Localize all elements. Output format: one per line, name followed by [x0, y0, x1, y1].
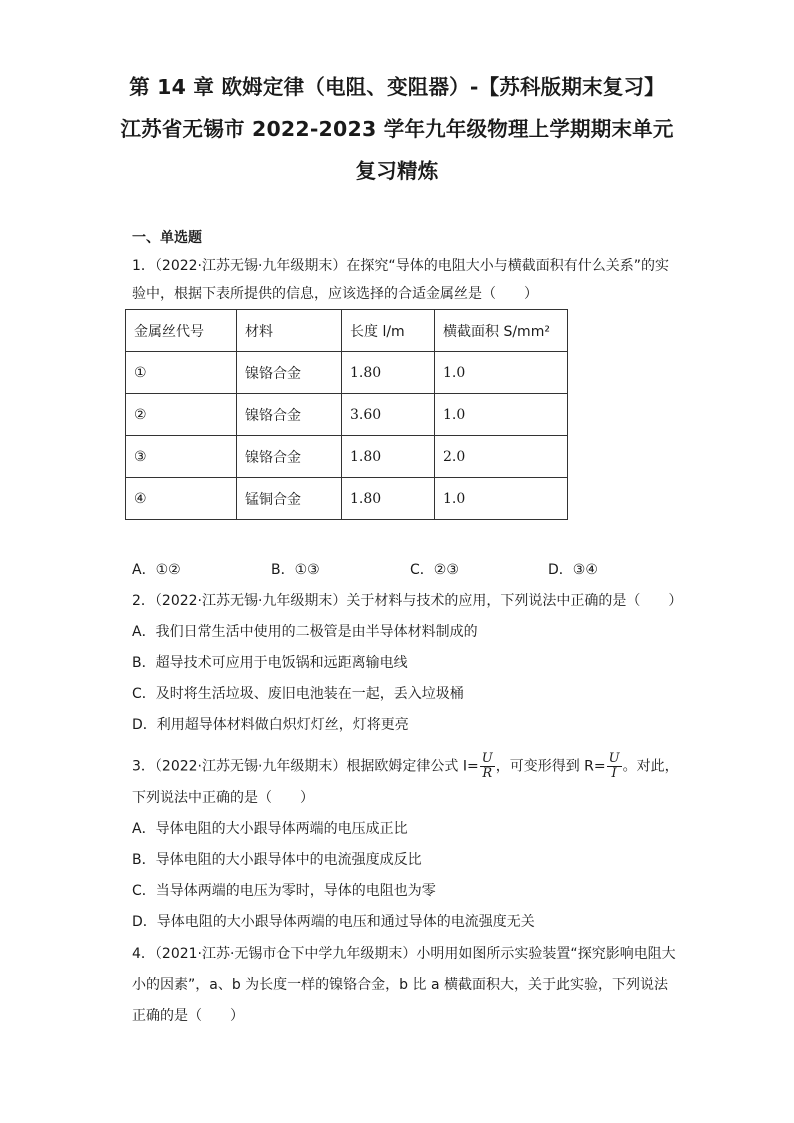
table-cell: 1.0	[435, 352, 568, 394]
q3-stem-line1	[132, 752, 679, 781]
table-cell: 1.0	[435, 394, 568, 436]
q2-option-b: B．超导技术可应用于电饭锅和远距离输电线	[132, 655, 408, 671]
resistance-fraction	[607, 752, 622, 781]
q3-option-c: C．当导体两端的电压为零时，导体的电阻也为零	[132, 883, 436, 899]
table-cell: 镍铬合金	[237, 352, 342, 394]
q2-option-a: A．我们日常生活中使用的二极管是由半导体材料制成的	[132, 624, 478, 640]
table-cell: 1.80	[342, 436, 435, 478]
q3-stem-text: 。对此，	[622, 758, 679, 775]
q3-stem-text: 3．（2022·江苏无锡·九年级期末）根据欧姆定律公式 I=	[132, 758, 479, 775]
q4-stem-line1: 4．（2021·江苏·无锡市仓下中学九年级期末）小明用如图所示实验装置“探究影响电阻大	[132, 946, 676, 962]
q4-stem-line2: 小的因素”，a、b 为长度一样的镍铬合金，b 比 a 横截面积大，关于此实验，下列说法	[132, 977, 668, 993]
table-row	[126, 352, 568, 394]
table-cell: 3.60	[342, 394, 435, 436]
q3-stem-text: ，可变形得到 R=	[495, 758, 606, 775]
q3-option-b: B．导体电阻的大小跟导体中的电流强度成反比	[132, 852, 422, 868]
q2-option-c: C．及时将生活垃圾、废旧电池装在一起，丢入垃圾桶	[132, 686, 464, 702]
fraction-denominator: I	[611, 766, 617, 781]
table-cell: 镍铬合金	[237, 394, 342, 436]
fraction-numerator: U	[481, 751, 493, 766]
table-cell: ④	[126, 478, 237, 520]
q3-option-a: A．导体电阻的大小跟导体两端的电压成正比	[132, 821, 408, 837]
q1-option-c: C．②③	[410, 562, 459, 578]
table-cell: ①	[126, 352, 237, 394]
table-cell: 镍铬合金	[237, 436, 342, 478]
page-title: 第 14 章 欧姆定律（电阻、变阻器）-【苏科版期末复习】江苏省无锡市 2022-2023 学年九年级物理上学期期末单元复习精炼	[120, 75, 674, 183]
q1-stem-line2: 验中，根据下表所提供的信息，应该选择的合适金属丝是（ ）	[132, 286, 538, 302]
q4-stem-line3: 正确的是（ ）	[132, 1008, 244, 1024]
table-cell: ③	[126, 436, 237, 478]
q3-stem-line2: 下列说法中正确的是（ ）	[132, 790, 314, 806]
table-cell: 锰铜合金	[237, 478, 342, 520]
table-row	[126, 394, 568, 436]
table-row	[126, 436, 568, 478]
q1-option-b: B．①③	[271, 562, 320, 578]
table-cell: 1.80	[342, 478, 435, 520]
table-row	[126, 478, 568, 520]
q1-option-d: D．③④	[548, 562, 598, 578]
table-header-row	[126, 310, 568, 352]
section-heading: 一、单选题	[132, 230, 202, 246]
table-header-cell: 材料	[237, 310, 342, 352]
q2-stem: 2．（2022·江苏无锡·九年级期末）关于材料与技术的应用，下列说法中正确的是（ ）	[132, 593, 683, 609]
table-cell: 2.0	[435, 436, 568, 478]
q2-option-d: D．利用超导体材料做白炽灯灯丝，灯将更亮	[132, 717, 409, 733]
fraction-numerator: U	[608, 751, 620, 766]
ohm-law-fraction	[480, 752, 495, 781]
table-cell: 1.0	[435, 478, 568, 520]
table-cell: 1.80	[342, 352, 435, 394]
q3-option-d: D．导体电阻的大小跟导体两端的电压和通过导体的电流强度无关	[132, 914, 535, 930]
table-cell: ②	[126, 394, 237, 436]
fraction-denominator: R	[482, 766, 493, 781]
table-header-cell: 横截面积 S/mm²	[435, 310, 568, 352]
q1-option-a: A．①②	[132, 562, 181, 578]
table-header-cell: 金属丝代号	[126, 310, 237, 352]
q1-stem-line1: 1．（2022·江苏无锡·九年级期末）在探究“导体的电阻大小与横截面积有什么关系”的实	[132, 258, 669, 274]
wire-table	[125, 309, 568, 520]
table-header-cell: 长度 l/m	[342, 310, 435, 352]
